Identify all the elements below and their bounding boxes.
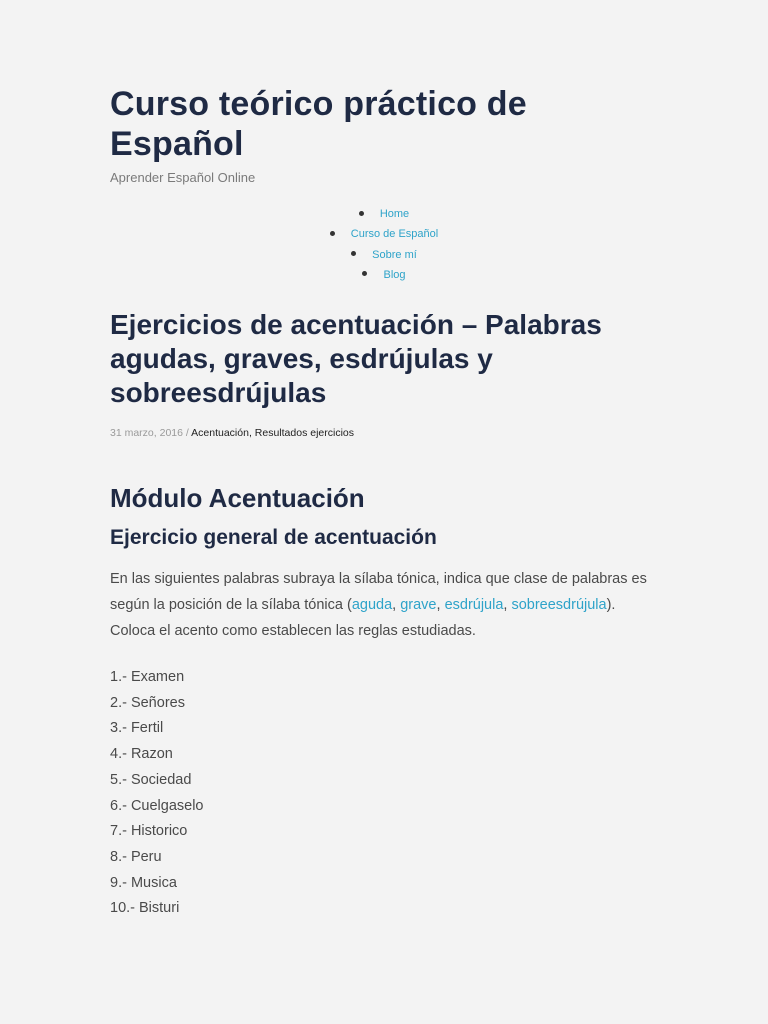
link-sobreesdrujula[interactable]: sobreesdrújula <box>511 596 607 613</box>
list-item: 9.- Musica <box>110 874 177 891</box>
bullet-icon <box>362 271 367 276</box>
link-aguda[interactable]: aguda <box>351 596 393 613</box>
nav-link-blog[interactable]: Blog <box>383 268 406 281</box>
nav-item-home <box>110 204 658 224</box>
list-item: 1.- Examen <box>110 669 185 685</box>
list-item: 2.- Señores <box>110 694 185 711</box>
post-meta <box>110 427 354 439</box>
exercise-heading: Ejercicio general de acentuación <box>110 526 437 549</box>
site-description: Aprender Español Online <box>110 170 256 185</box>
nav-item-sobre-mi <box>110 245 658 265</box>
bullet-icon <box>330 231 335 236</box>
list-item: 7.- Historico <box>110 823 188 840</box>
list-item: 5.- Sociedad <box>110 771 192 788</box>
post-title: Ejercicios de acentuación – Palabras agudas, graves, esdrújulas y sobreesdrújulas <box>110 309 602 408</box>
site-title[interactable]: Curso teórico práctico de Español <box>110 85 527 163</box>
category-link-acentuacion[interactable]: Acentuación <box>191 427 249 439</box>
bullet-icon <box>351 251 356 256</box>
post-date[interactable]: 31 marzo, 2016 <box>110 427 183 439</box>
bullet-icon <box>359 211 364 216</box>
intro-text-end: ). Coloca el acento como establecen las reglas estudiadas. <box>110 596 616 639</box>
link-esdrujula[interactable]: esdrújula <box>444 596 504 613</box>
intro-separator: , <box>503 596 512 613</box>
exercise-word-list <box>110 665 204 922</box>
nav-item-blog <box>110 265 658 285</box>
category-link-resultados[interactable]: Resultados ejercicios <box>254 427 355 439</box>
list-item: 3.- Fertil <box>110 720 164 737</box>
nav-item-curso <box>110 224 658 244</box>
content-container <box>110 84 660 917</box>
list-item: 8.- Peru <box>110 848 162 865</box>
nav-link-sobre-mi[interactable]: Sobre mí <box>372 248 417 261</box>
nav-link-curso-de-espanol[interactable]: Curso de Español <box>350 228 439 241</box>
meta-separator: / <box>182 427 192 439</box>
intro-separator: , <box>436 596 445 613</box>
link-grave[interactable]: grave <box>400 596 437 613</box>
exercise-instructions <box>110 567 658 644</box>
main-navigation <box>110 204 658 285</box>
category-separator: , <box>248 427 255 439</box>
list-item: 10.- Bisturi <box>110 900 180 917</box>
list-item: 4.- Razon <box>110 746 173 763</box>
nav-link-home[interactable]: Home <box>379 208 410 220</box>
module-heading: Módulo Acentuación <box>110 483 365 513</box>
list-item: 6.- Cuelgaselo <box>110 797 204 814</box>
intro-text-start: En las siguientes palabras subraya la sílaba tónica, indica que clase de palabras es según la posición de la sílaba tónica ( <box>110 571 647 613</box>
intro-separator: , <box>392 596 401 613</box>
